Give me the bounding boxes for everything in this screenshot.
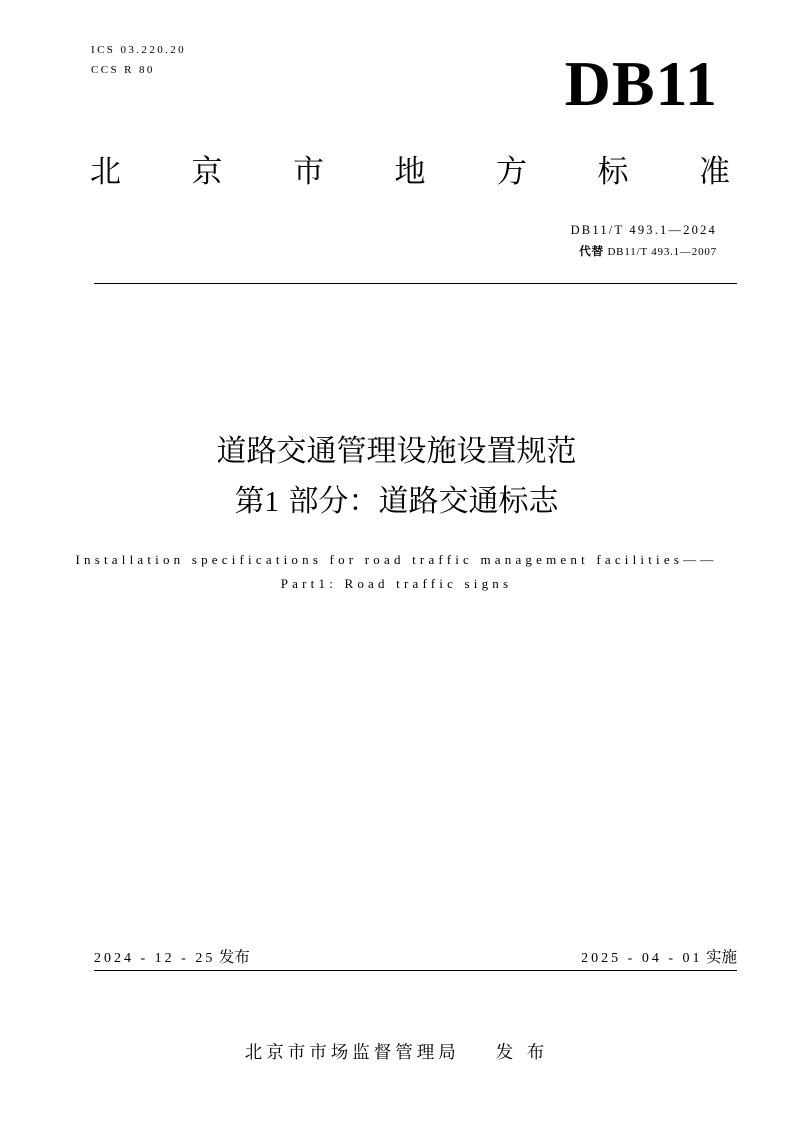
replaces-label: 代替: [579, 244, 604, 258]
footer-divider: [94, 970, 737, 971]
category-char: 北: [90, 154, 121, 190]
standard-code-logo: DB11: [564, 48, 718, 119]
issue-date: 2024 - 12 - 25: [94, 951, 216, 966]
english-title-line-1: Installation specifications for road traffic management facilities——: [75, 552, 718, 567]
english-title-line-2: Part1: Road traffic signs: [280, 576, 513, 591]
issue-label: 发布: [218, 948, 250, 966]
publisher-line: [0, 1040, 793, 1066]
standard-category-title: [90, 150, 730, 194]
category-char: 市: [293, 154, 324, 190]
category-char: 准: [699, 154, 730, 190]
publish-label: 发 布: [495, 1043, 549, 1063]
implementation-label: 实施: [705, 948, 737, 966]
title-part-prefix: 第: [234, 484, 265, 519]
category-char: 地: [394, 154, 426, 190]
ccs-code: CCS R 80: [91, 64, 155, 76]
category-char: 标: [597, 154, 629, 190]
implementation-date: 2025 - 04 - 01: [581, 951, 703, 966]
issue-date-block: [94, 946, 250, 970]
title-part-rest: 部分：道路交通标志: [278, 484, 559, 519]
replaces-number: DB11/T 493.1—2007: [607, 246, 717, 258]
chinese-title-line-1: 道路交通管理设施设置规范: [216, 434, 577, 469]
replaces-line: [579, 242, 717, 261]
header-divider: [94, 283, 737, 284]
chinese-title-line-2: [0, 478, 793, 526]
category-char: 方: [496, 154, 527, 190]
publisher-name: 北京市市场监督管理局: [244, 1043, 460, 1063]
classification-codes: [91, 40, 186, 80]
title-part-number: 1: [264, 486, 279, 518]
category-char: 京: [191, 154, 223, 190]
ics-code: ICS 03.220.20: [91, 44, 187, 56]
standard-number: DB11/T 493.1—2024: [570, 223, 717, 237]
implementation-date-block: [581, 946, 737, 970]
